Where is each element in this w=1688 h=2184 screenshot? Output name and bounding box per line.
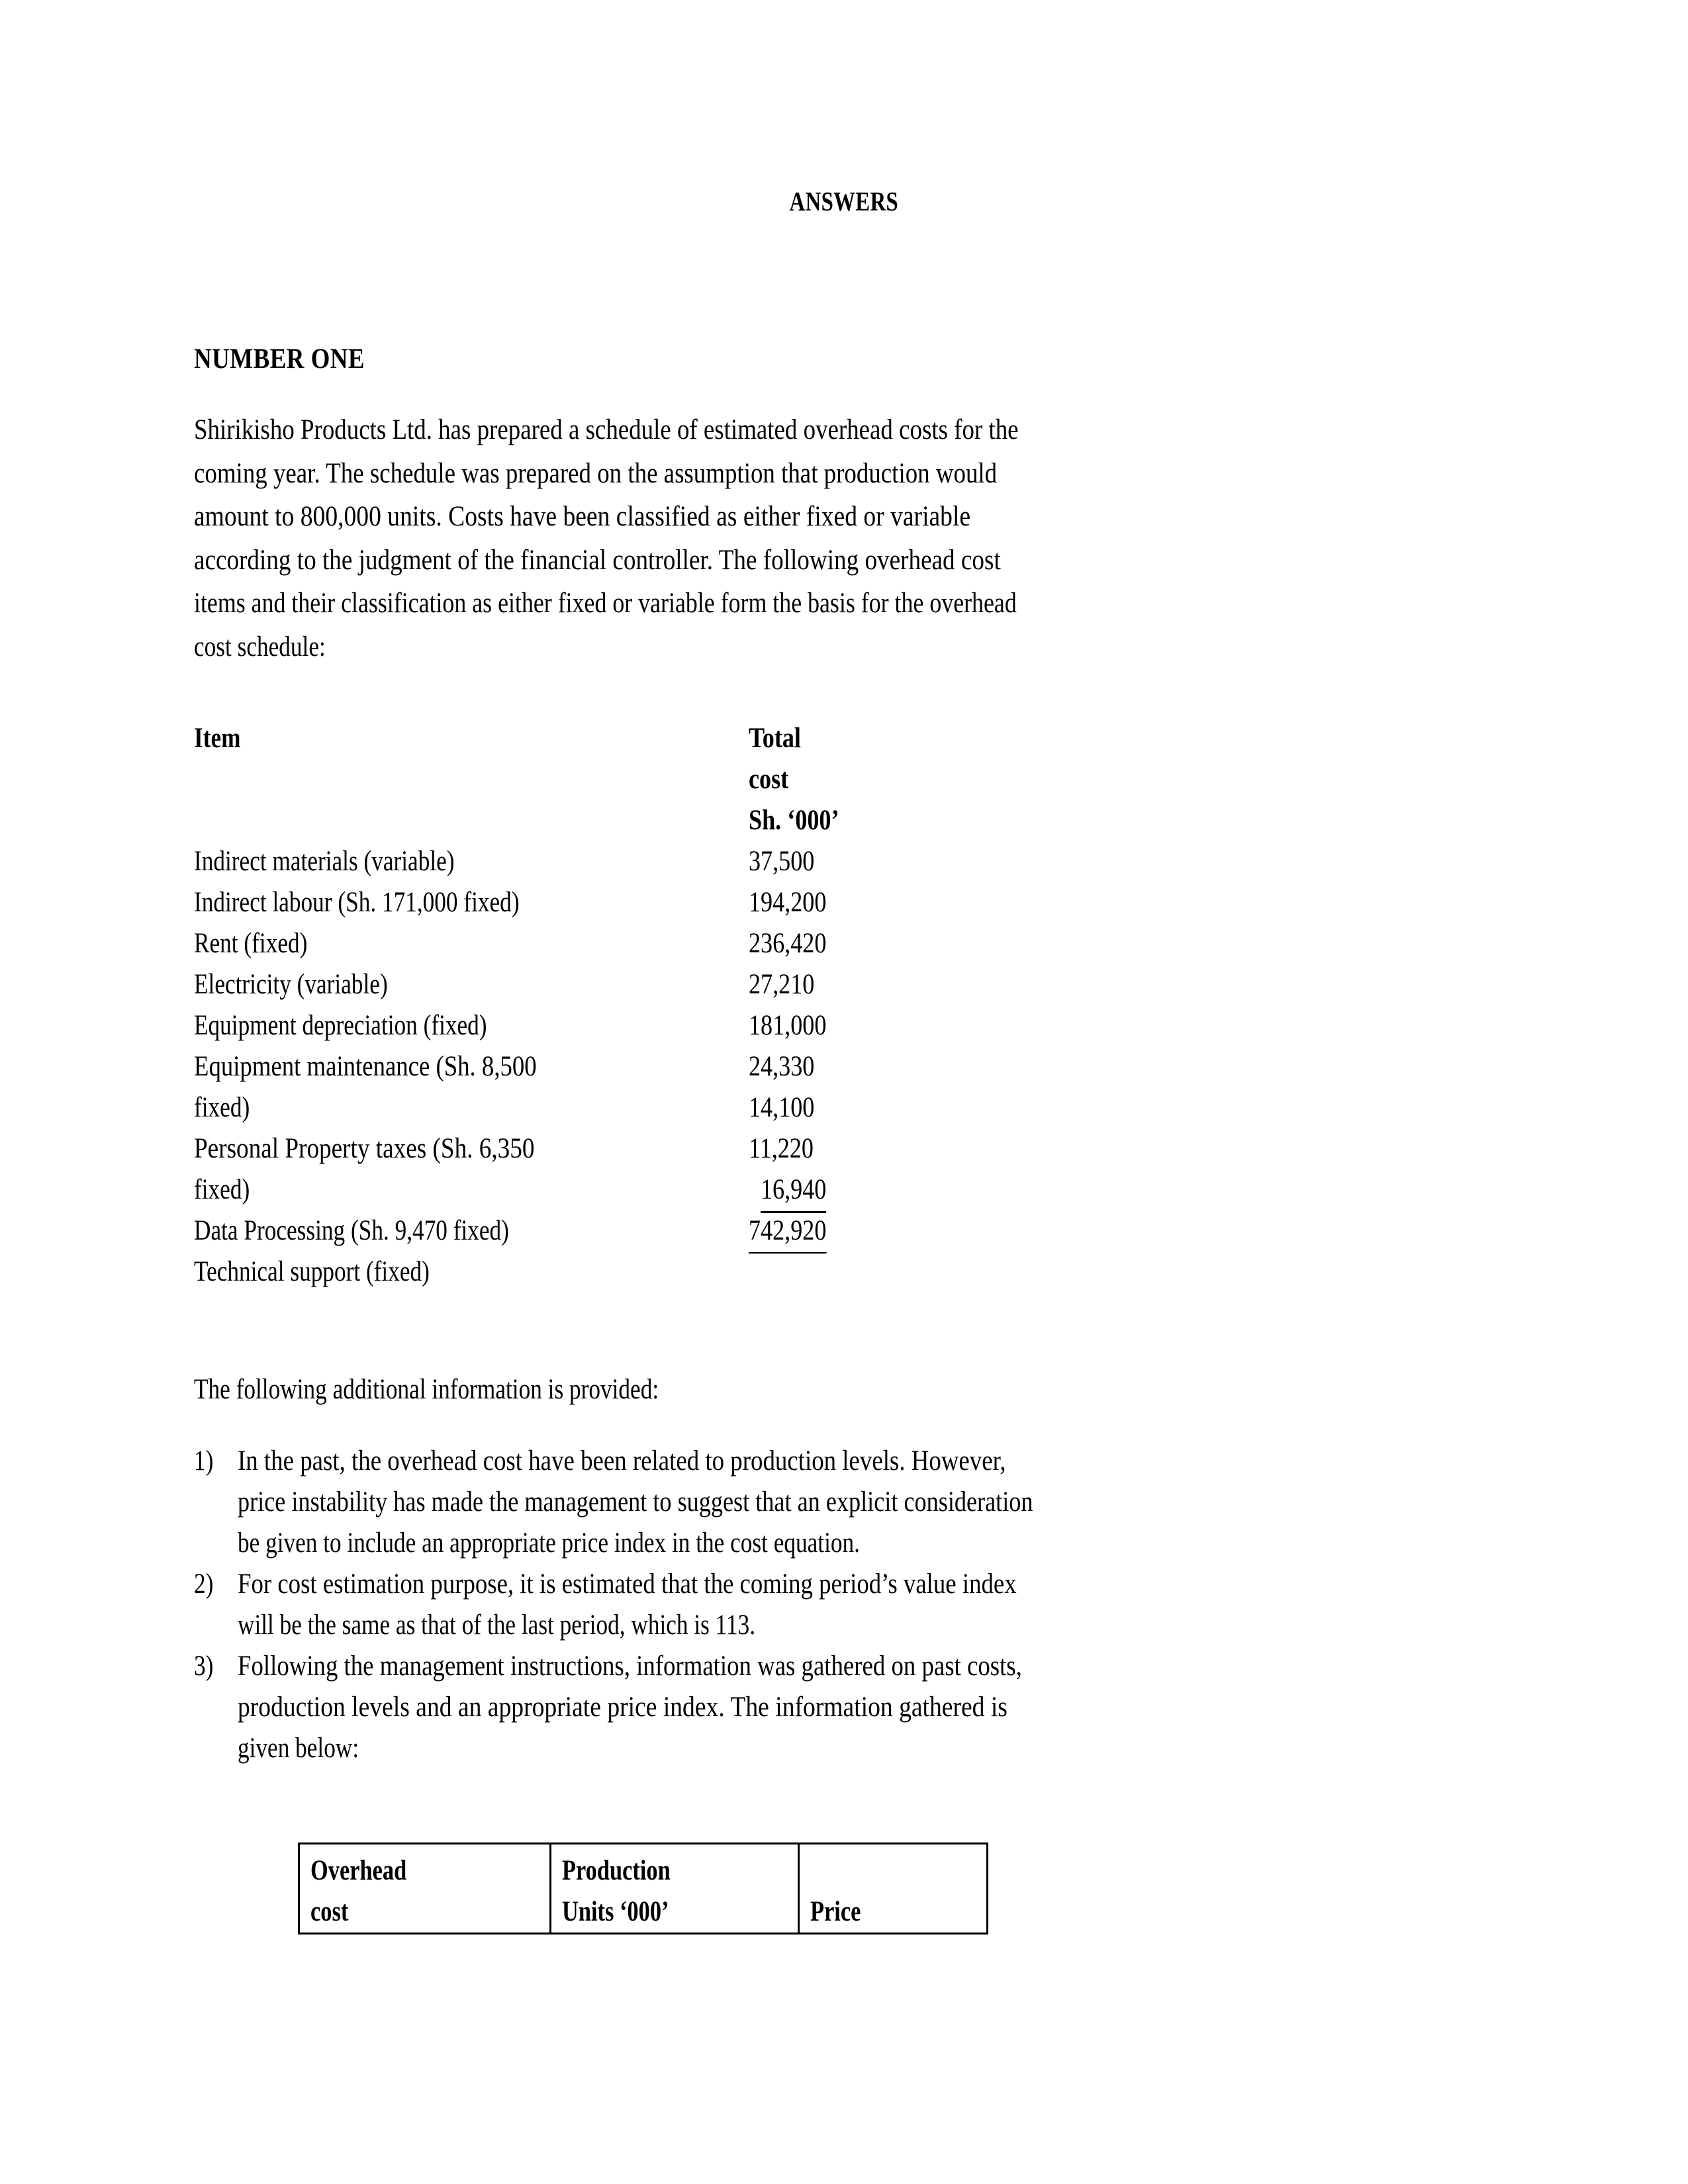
schedule-row-value: 194,200 [749,887,827,918]
schedule-row [194,1046,1494,1087]
list-item-marker: 2) [194,1569,214,1600]
paragraph-line: cost schedule: [194,631,326,662]
schedule-row-item: Equipment maintenance (Sh. 8,500 [194,1051,537,1082]
schedule-header-total-1: Total [749,723,801,754]
list-line: given below: [238,1733,359,1764]
cell-line-2: Price [810,1896,861,1927]
paragraph-line: according to the judgment of the financial controller. The following overhead cost [194,544,1001,576]
schedule-row [194,882,1494,923]
list-item-body [238,1564,1494,1646]
list-item-marker: 3) [194,1651,214,1682]
schedule-header-total-3: Sh. ‘000’ [749,805,839,836]
list-line: For cost estimation purpose, it is estimated that the coming period’s value index [238,1569,1017,1600]
list-line: production levels and an appropriate price index. The information gathered is [238,1692,1008,1723]
schedule-row [194,1005,1494,1046]
list-line: price instability has made the management to suggest that an explicit consideration [238,1486,1033,1518]
section-heading-text: NUMBER ONE [194,343,365,375]
schedule-header-row [194,718,1494,759]
schedule-total-value: 742,920 [749,1210,841,1254]
page-title-text: ANSWERS [789,186,899,216]
schedule-row [194,1169,1494,1210]
numbered-list [194,1441,1494,1769]
section-heading [194,343,393,375]
schedule-row [194,1128,1494,1169]
schedule-row [194,964,1494,1005]
schedule-header-item: Item [194,723,241,754]
paragraph-line: items and their classification as either fixed or variable form the basis for the overhead [194,588,1017,619]
list-item-body [238,1441,1494,1564]
schedule-row-item: fixed) [194,1174,250,1205]
table-header-cell-price [799,1844,988,1934]
schedule-row [194,841,1494,882]
schedule-header-total-2: cost [749,764,789,795]
cell-line-2: Units ‘000’ [562,1896,669,1927]
schedule-header-row [194,800,1494,841]
schedule-row-value: 181,000 [749,1010,827,1041]
additional-info-lead [194,1369,761,1410]
cell-line-1: Production [562,1855,671,1886]
cell-line-1 [810,1850,944,1891]
paragraph-line: amount to 800,000 units. Costs have been classified as either fixed or variable [194,501,971,532]
schedule-row-value: 14,100 [749,1092,815,1123]
list-line: In the past, the overhead cost have been related to production levels. However, [238,1445,1006,1477]
list-item-body [238,1646,1494,1769]
list-item [194,1646,1494,1769]
paragraph-line: coming year. The schedule was prepared on the assumption that production would [194,457,998,489]
table-row [299,1844,988,1934]
schedule-row-item: Equipment depreciation (fixed) [194,1010,487,1041]
schedule-row-item: Personal Property taxes (Sh. 6,350 [194,1133,535,1164]
schedule-row [194,923,1494,964]
schedule-row-item: Technical support (fixed) [194,1256,430,1287]
list-line: be given to include an appropriate price index in the cost equation. [238,1527,860,1559]
page-title [194,185,1494,217]
schedule-row-value: 11,220 [749,1133,814,1164]
schedule-row [194,1087,1494,1128]
list-line: will be the same as that of the last period, which is 113. [238,1610,756,1641]
cell-line-1: Overhead [310,1855,407,1886]
schedule-row-value: 236,420 [749,928,827,959]
table-header-cell-production-units [551,1844,799,1934]
paragraph-line: Shirikisho Products Ltd. has prepared a schedule of estimated overhead costs for the [194,414,1019,445]
additional-info-lead-text: The following additional information is provided: [194,1374,659,1405]
schedule-row-item: Indirect materials (variable) [194,846,455,877]
list-item-marker: 1) [194,1445,214,1477]
list-item [194,1564,1494,1646]
schedule-row-item: Data Processing (Sh. 9,470 fixed) [194,1215,509,1246]
schedule-row-value: 27,210 [749,969,815,1000]
schedule-row [194,1251,1494,1293]
schedule-row-value: 16,940 [749,1169,839,1213]
schedule-row-item: Electricity (variable) [194,969,388,1000]
schedule-header-row [194,759,1494,800]
cell-line-2: cost [310,1896,349,1927]
overhead-data-table [298,1843,988,1934]
list-item [194,1441,1494,1564]
schedule-row-item: Indirect labour (Sh. 171,000 fixed) [194,887,520,918]
list-line: Following the management instructions, information was gathered on past costs, [238,1651,1022,1682]
intro-paragraph [194,408,1494,668]
schedule-row-item: Rent (fixed) [194,928,308,959]
schedule-row [194,1210,1494,1251]
cost-schedule [194,718,1494,1293]
schedule-row-item: fixed) [194,1092,250,1123]
schedule-row-value: 37,500 [749,846,815,877]
table-header-cell-overhead-cost [299,1844,551,1934]
schedule-row-value: 24,330 [749,1051,815,1082]
